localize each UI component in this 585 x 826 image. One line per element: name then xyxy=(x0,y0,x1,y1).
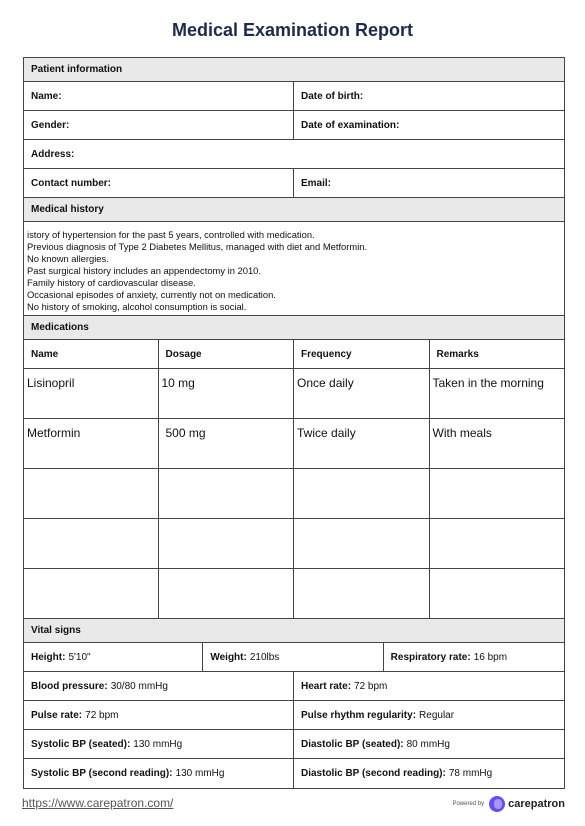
table-row xyxy=(24,469,564,519)
med-frequency-cell[interactable] xyxy=(294,469,430,518)
med-name-cell[interactable] xyxy=(24,469,159,518)
respiratory-rate-label: Respiratory rate: xyxy=(390,651,471,663)
heart-rate-field[interactable] xyxy=(294,672,564,700)
patient-row-3 xyxy=(24,140,564,169)
height-label: Height: xyxy=(31,651,66,663)
med-name-cell[interactable]: Lisinopril xyxy=(24,369,159,418)
page-title: Medical Examination Report xyxy=(171,20,414,40)
systolic-second-label: Systolic BP (second reading): xyxy=(31,768,173,779)
med-remarks-cell[interactable] xyxy=(430,569,565,618)
systolic-seated-field[interactable] xyxy=(24,730,294,758)
dob-field[interactable]: Date of birth: xyxy=(301,90,364,102)
systolic-seated-value: 130 mmHg xyxy=(133,738,183,750)
history-line: No history of smoking, alcohol consumption is social. xyxy=(27,301,247,312)
history-line: Past surgical history includes an appendectomy in 2010. xyxy=(27,265,261,276)
systolic-seated-label: Systolic BP (seated): xyxy=(31,738,131,750)
col-header-dosage: Dosage xyxy=(159,340,295,368)
exam-date-field[interactable]: Date of examination: xyxy=(301,119,400,131)
systolic-second-value: 130 mmHg xyxy=(175,768,225,779)
med-dosage-cell[interactable] xyxy=(159,569,295,618)
med-remarks-cell[interactable]: With meals xyxy=(432,426,492,440)
patient-row-1 xyxy=(24,82,564,111)
med-dosage-cell[interactable] xyxy=(159,469,295,518)
height-field[interactable] xyxy=(24,643,203,671)
col-header-frequency: Frequency xyxy=(294,340,430,368)
carepatron-logo-icon xyxy=(489,796,505,812)
vitals-row-3 xyxy=(24,701,564,730)
med-remarks-cell[interactable] xyxy=(430,469,565,518)
name-field[interactable]: Name: xyxy=(24,82,294,110)
vitals-row-2 xyxy=(24,672,564,701)
history-line: No known allergies. xyxy=(27,253,109,264)
pulse-rhythm-label: Pulse rhythm regularity: xyxy=(301,709,417,721)
history-text-area[interactable] xyxy=(24,222,564,316)
respiratory-rate-value: 16 bpm xyxy=(473,651,508,663)
heart-rate-label: Heart rate: xyxy=(301,680,352,692)
pulse-rhythm-field[interactable] xyxy=(294,701,564,729)
powered-by-label: Powered by xyxy=(452,801,485,807)
history-lines xyxy=(24,222,564,315)
systolic-second-field[interactable] xyxy=(24,759,294,788)
patient-row-4 xyxy=(24,169,564,198)
heart-rate-value: 72 bpm xyxy=(354,680,388,692)
section-title: Medical history xyxy=(24,198,564,221)
powered-by-badge[interactable] xyxy=(452,796,565,812)
med-remarks-cell[interactable]: Taken in the morning xyxy=(432,376,544,390)
weight-label: Weight: xyxy=(210,651,247,663)
diastolic-second-label: Diastolic BP (second reading): xyxy=(301,768,446,779)
med-name-cell[interactable] xyxy=(24,519,159,568)
col-header-remarks: Remarks xyxy=(436,348,479,360)
med-dosage-cell[interactable]: 10 mg xyxy=(159,369,295,418)
vitals-row-4 xyxy=(24,730,564,759)
section-header-vitals xyxy=(24,619,564,643)
gender-field[interactable]: Gender: xyxy=(24,111,294,139)
diastolic-seated-value: 80 mmHg xyxy=(406,738,450,750)
weight-value: 210lbs xyxy=(249,651,280,663)
section-header-patient xyxy=(24,58,564,82)
med-remarks-cell[interactable] xyxy=(430,519,565,568)
respiratory-rate-field[interactable] xyxy=(384,643,564,671)
blood-pressure-field[interactable] xyxy=(24,672,294,700)
brand-name: carepatron xyxy=(508,798,565,810)
table-row xyxy=(24,569,564,619)
section-title: Medications xyxy=(24,316,564,339)
med-frequency-cell[interactable] xyxy=(294,569,430,618)
medications-header-row xyxy=(24,340,564,369)
email-field[interactable]: Email: xyxy=(301,177,332,189)
diastolic-second-value: 78 mmHg xyxy=(448,768,493,779)
med-dosage-cell[interactable] xyxy=(159,519,295,568)
weight-field[interactable] xyxy=(203,643,383,671)
pulse-rhythm-value: Regular xyxy=(419,709,455,721)
med-frequency-cell[interactable]: Twice daily xyxy=(294,419,430,468)
section-title: Vital signs xyxy=(24,619,564,642)
table-row xyxy=(24,419,564,469)
col-header-name: Name xyxy=(24,340,159,368)
diastolic-seated-field[interactable] xyxy=(294,730,564,758)
history-line: istory of hypertension for the past 5 years, controlled with medication. xyxy=(27,229,315,240)
exam-form xyxy=(23,57,565,789)
med-frequency-cell[interactable]: Once daily xyxy=(294,369,430,418)
history-line: Previous diagnosis of Type 2 Diabetes Mellitus, managed with diet and Metformin. xyxy=(27,241,368,252)
section-header-medications xyxy=(24,316,564,340)
blood-pressure-label: Blood pressure: xyxy=(31,680,108,692)
patient-row-2 xyxy=(24,111,564,140)
pulse-rate-value: 72 bpm xyxy=(85,709,119,721)
diastolic-seated-label: Diastolic BP (seated): xyxy=(301,738,404,750)
carepatron-link[interactable]: https://www.carepatron.com/ xyxy=(22,796,174,810)
diastolic-second-field[interactable] xyxy=(294,759,564,788)
med-name-cell[interactable]: Metformin xyxy=(24,419,159,468)
vitals-row-1 xyxy=(24,643,564,672)
address-field[interactable]: Address: xyxy=(31,148,75,160)
table-row xyxy=(24,519,564,569)
blood-pressure-value: 30/80 mmHg xyxy=(110,680,168,692)
med-name-cell[interactable] xyxy=(24,569,159,618)
table-row xyxy=(24,369,564,419)
med-dosage-cell[interactable]: 500 mg xyxy=(159,419,295,468)
history-line: Occasional episodes of anxiety, currently not on medication. xyxy=(27,289,276,300)
pulse-rate-label: Pulse rate: xyxy=(31,709,83,721)
contact-field[interactable]: Contact number: xyxy=(24,169,294,197)
med-frequency-cell[interactable] xyxy=(294,519,430,568)
section-title: Patient information xyxy=(24,58,564,81)
pulse-rate-field[interactable] xyxy=(24,701,294,729)
vitals-row-5 xyxy=(24,759,564,788)
history-line: Family history of cardiovascular disease. xyxy=(27,277,196,288)
section-header-history xyxy=(24,198,564,222)
height-value: 5'10" xyxy=(68,651,91,663)
